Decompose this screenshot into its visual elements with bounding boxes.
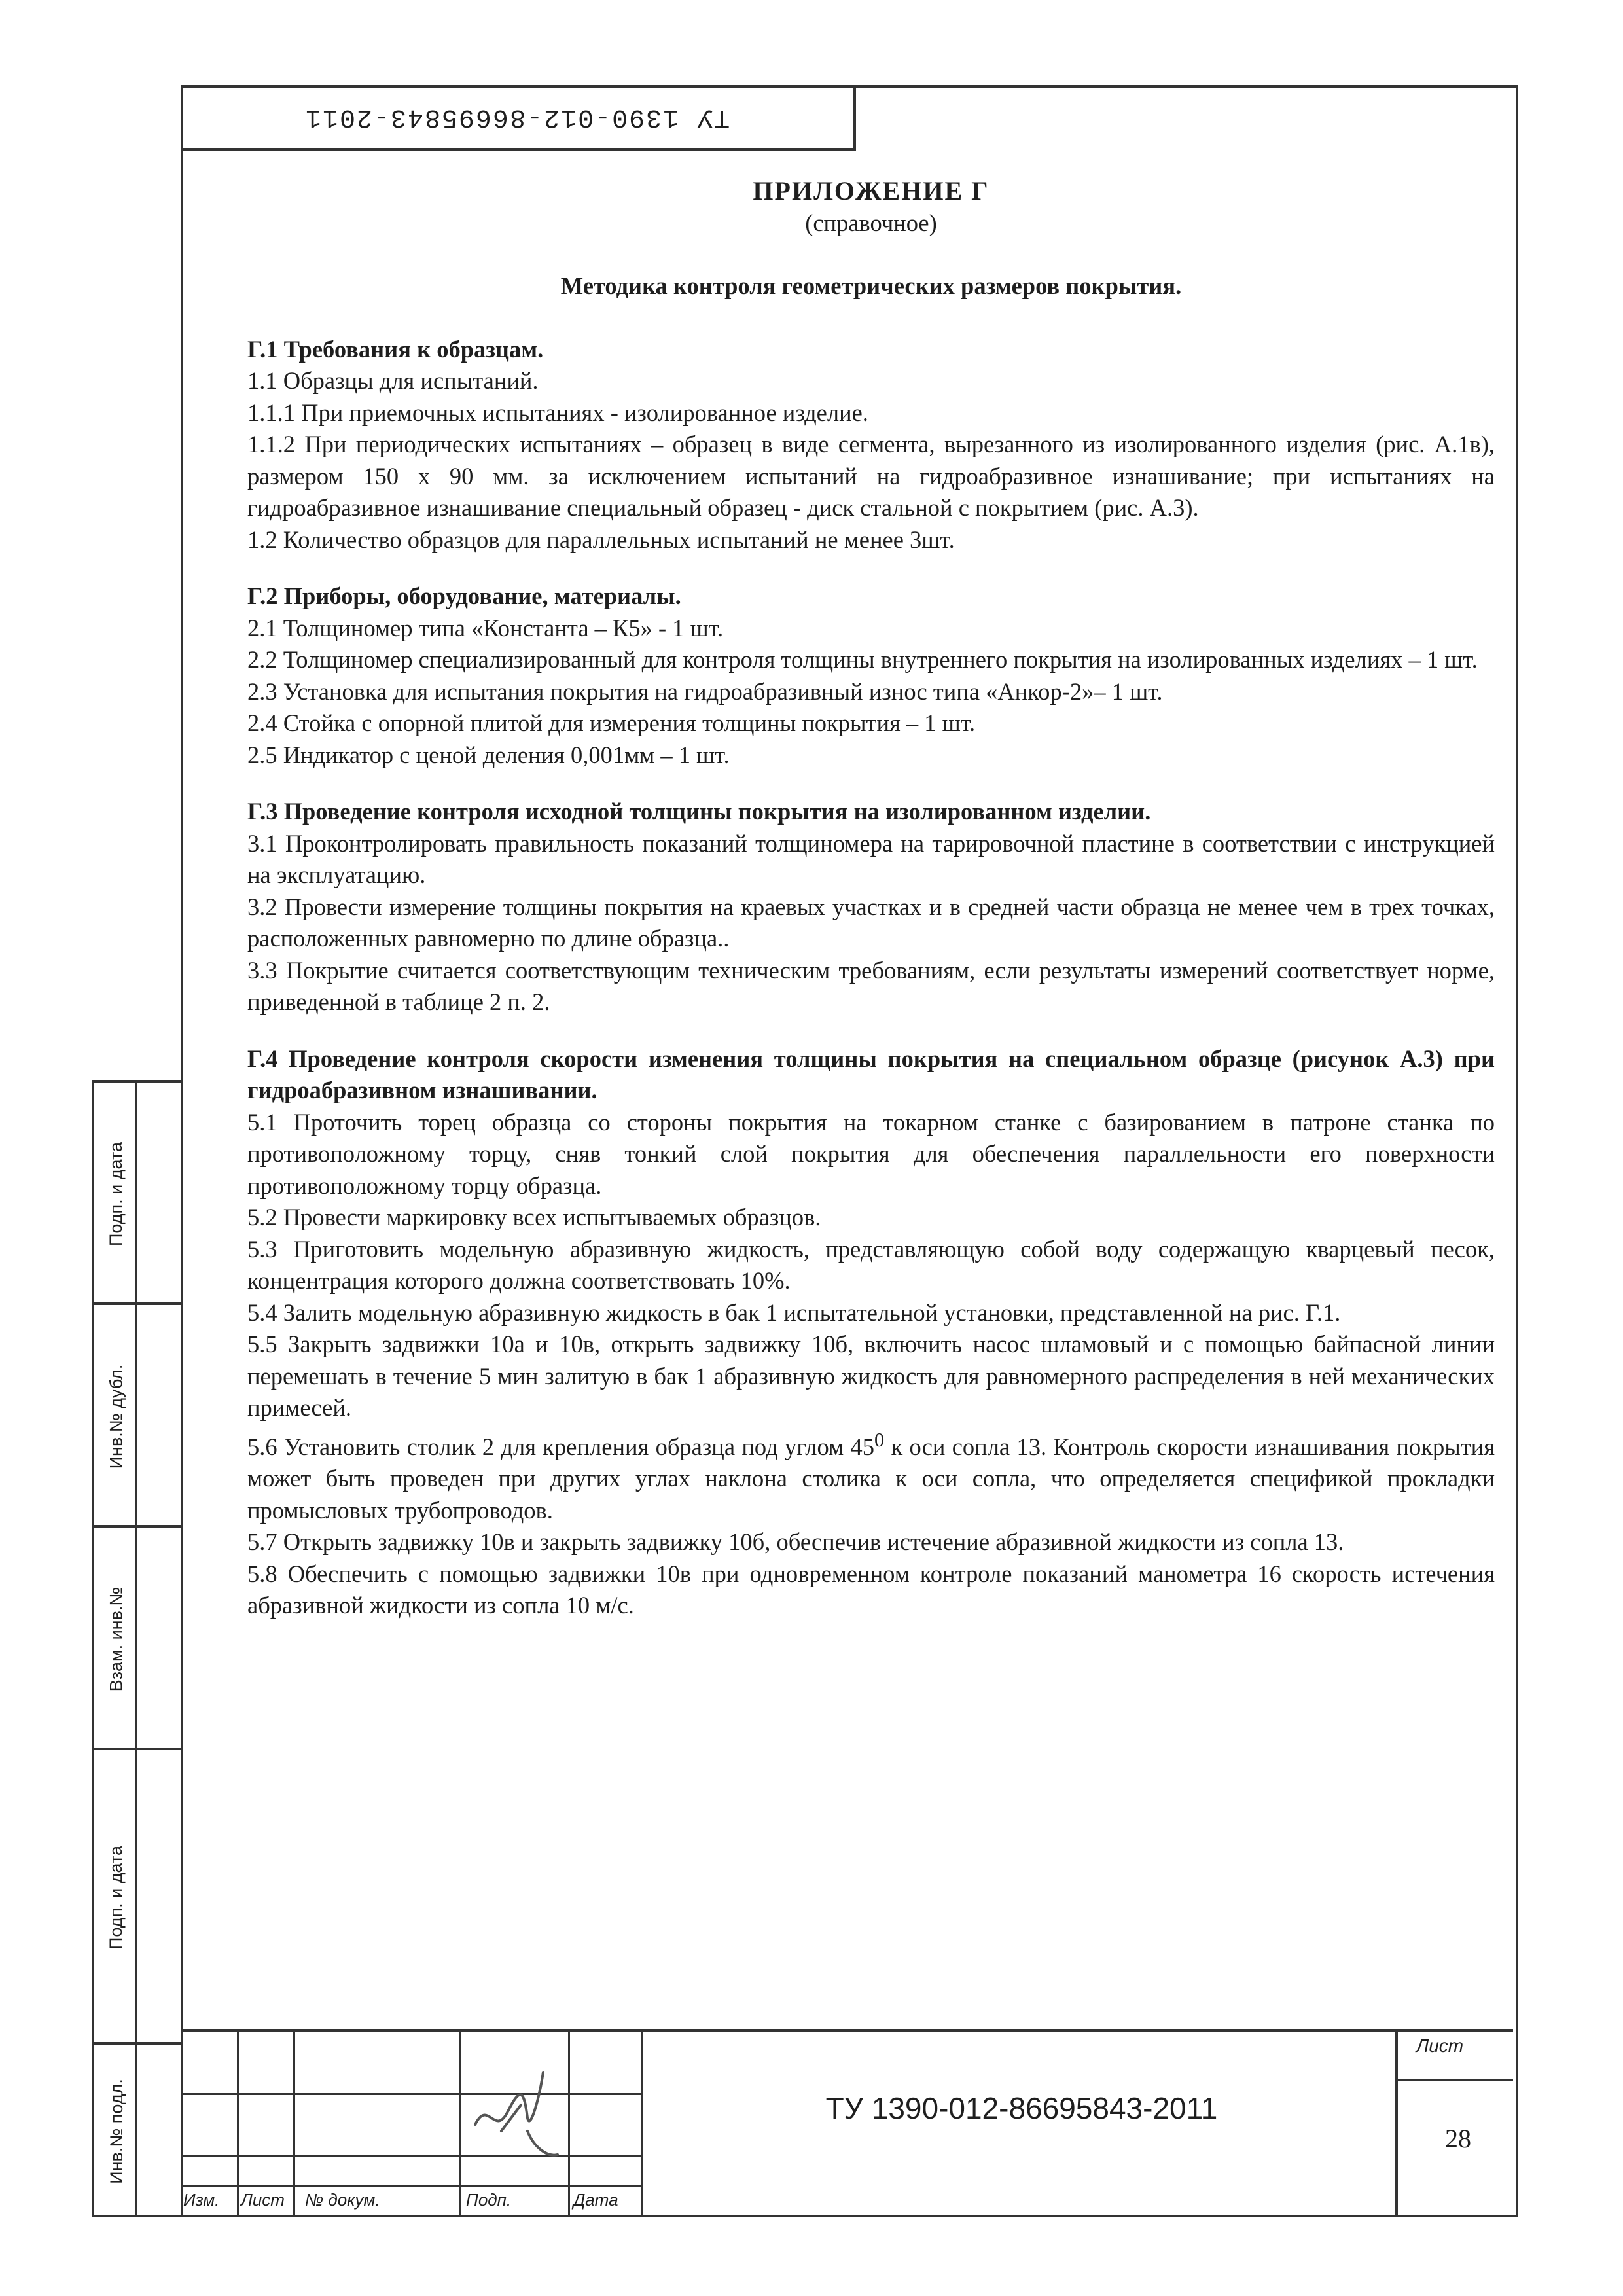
stamp-label: Подп. и дата: [106, 1141, 126, 1246]
paragraph: 1.1.2 При периодических испытаниях – образец в виде сегмента, вырезанного из изолированного изделия (рис. А.1в), размером 150 х 90 мм. за исключением испытаний на гидроабразивное изнашивание; при испытаниях на гидроабразивное изнашивание специальный образец - диск стальной с покрытием (рис. А.3).: [247, 431, 1495, 521]
degree-superscript: 0: [874, 1428, 885, 1451]
title-block: [181, 2029, 1513, 2215]
stamp-label: Взам. инв.№: [106, 1587, 126, 1691]
text-run: 5.6 Установить столик 2 для крепления образца под углом 45: [247, 1433, 874, 1460]
top-code-box: [181, 85, 856, 151]
tb-col-change: [181, 2032, 239, 2215]
section-heading-g3: Г.3 Проведение контроля исходной толщины покрытия на изолированном изделии.: [247, 798, 1151, 825]
appendix-subtitle: (справочное): [805, 209, 937, 236]
document-code: ТУ 1390-012-86695843-2011: [825, 2091, 1218, 2125]
appendix-title: ПРИЛОЖЕНИЕ Г: [753, 176, 990, 206]
document-body: [247, 175, 1495, 1622]
paragraph: 2.4 Стойка с опорной плитой для измерения толщины покрытия – 1 шт.: [247, 709, 976, 736]
stamp-cell-sign-date-2: [94, 1748, 181, 2045]
stamp-cell-sign-date-1: [94, 1080, 181, 1305]
tb-label-date: Дата: [573, 2190, 618, 2210]
tb-label-change: Изм.: [183, 2190, 220, 2210]
paragraph: 5.5 Закрыть задвижки 10а и 10в, открыть задвижку 10б, включить насос шламовый и с помощью байпасной линии перемешать в течение 5 мин залитую в бак 1 абразивную жидкость для равномерного распределения в ней механических примесей.: [247, 1331, 1495, 1421]
tb-label-sheet: Лист: [241, 2190, 285, 2210]
section-heading-g2: Г.2 Приборы, оборудование, материалы.: [247, 583, 681, 609]
tb-col-docnum: [293, 2032, 461, 2215]
paragraph: 2.2 Толщиномер специализированный для контроля толщины внутреннего покрытия на изолированных изделиях – 1 шт.: [247, 646, 1478, 673]
paragraph: 5.4 Залить модельную абразивную жидкость в бак 1 испытательной установки, представленной на рис. Г.1.: [247, 1299, 1341, 1326]
stamp-cell-dup-inv: [94, 1302, 181, 1528]
section-heading-g4: Г.4 Проведение контроля скорости изменения толщины покрытия на специальном образце (рисунок А.3) при гидроабразивном изнашивании.: [247, 1045, 1495, 1103]
tb-col-sheet: [237, 2032, 295, 2215]
text-run: к оси сопла 13. Контроль скорости изнашивания покрытия может быть проведен при других углах наклона столика к оси сопла, что определяется спецификой прокладки промысловых трубопроводов.: [247, 1433, 1495, 1524]
sheet-number: 28: [1445, 2124, 1471, 2153]
paragraph-5-6: [247, 1424, 1495, 1527]
signature-scribble: [462, 2033, 560, 2164]
paragraph: 1.1.1 При приемочных испытаниях - изолированное изделие.: [247, 399, 868, 426]
paragraph: 5.8 Обеспечить с помощью задвижки 10в при одновременном контроле показаний манометра 16 скорость истечения абразивной жидкости из сопла 10 м/с.: [247, 1560, 1495, 1619]
section-heading-g1: Г.1 Требования к образцам.: [247, 335, 544, 363]
paragraph: 3.2 Провести измерение толщины покрытия на краевых участках и в средней части образца не менее чем в трех точках, расположенных равномерно по длине образца..: [247, 893, 1495, 952]
paragraph: 1.2 Количество образцов для параллельных испытаний не менее 3шт.: [247, 526, 955, 553]
paragraph: 5.7 Открыть задвижку 10в и закрыть задвижку 10б, обеспечив истечение абразивной жидкости из сопла 13.: [247, 1528, 1344, 1556]
paragraph: 2.5 Индикатор с ценой деления 0,001мм – 1 шт.: [247, 741, 730, 768]
paragraph: 5.1 Проточить торец образца со стороны покрытия на токарном станке с базированием в патроне станка по противоположному торцу, сняв тонкий слой покрытия для обеспечения параллельности его поверхности противоположному торцу образца.: [247, 1108, 1495, 1199]
paragraph: 5.3 Приготовить модельную абразивную жидкость, представляющую собой воду содержащую кварцевый песок, концентрация которого должна соответствовать 10%.: [247, 1235, 1495, 1294]
stamp-label: Подп. и дата: [106, 1845, 126, 1950]
tb-label-docnum: № докум.: [305, 2190, 380, 2210]
tb-label-sign: Подп.: [466, 2190, 512, 2210]
stamp-cell-orig-inv: [94, 2042, 181, 2217]
stamp-cell-replace-inv: [94, 1525, 181, 1750]
sheet-label: Лист: [1416, 2036, 1464, 2056]
paragraph: 2.1 Толщиномер типа «Константа – К5» - 1 шт.: [247, 614, 724, 641]
method-title: Методика контроля геометрических размеров покрытия.: [560, 272, 1182, 299]
paragraph: 1.1 Образцы для испытаний.: [247, 367, 539, 394]
paragraph: 3.1 Проконтролировать правильность показаний толщиномера на тарировочной пластине в соответствии с инструкцией на эксплуатацию.: [247, 829, 1495, 888]
paragraph: 2.3 Установка для испытания покрытия на гидроабразивный износ типа «Анкор-2»– 1 шт.: [247, 677, 1163, 705]
paragraph: 5.2 Провести маркировку всех испытываемых образцов.: [247, 1204, 821, 1230]
stamp-label: Инв.№ дубл.: [106, 1364, 126, 1469]
top-code-text: ТУ 1390-012-86695843-2011: [304, 101, 730, 132]
tb-col-date: [568, 2032, 643, 2215]
stamp-label: Инв.№ подл.: [106, 2078, 126, 2184]
margin-stamp: [92, 1080, 183, 2217]
paragraph: 3.3 Покрытие считается соответствующим техническим требованиям, если результаты измерений соответствует норме, приведенной в таблице 2 п. 2.: [247, 956, 1495, 1015]
